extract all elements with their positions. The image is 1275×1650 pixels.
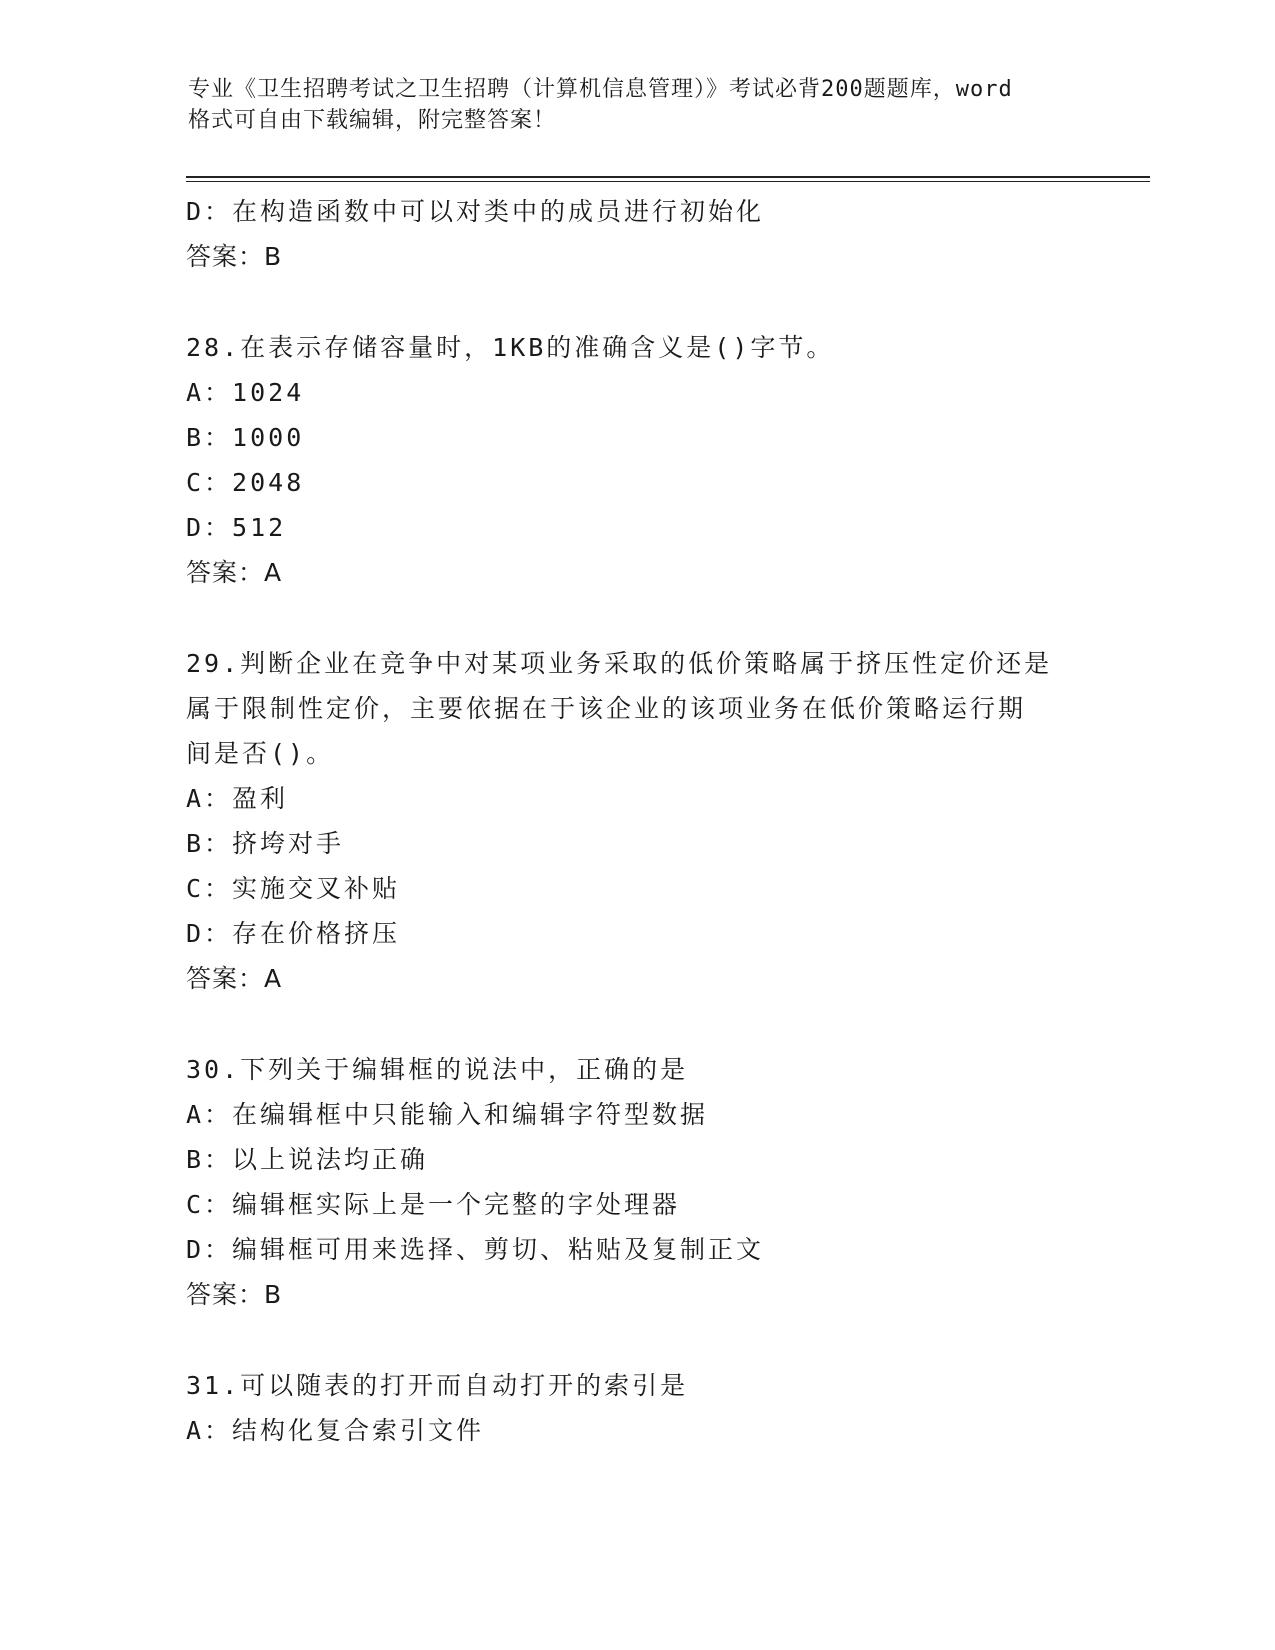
header-line-1: 专业《卫生招聘考试之卫生招聘（计算机信息管理）》考试必背200题题库，word [188,77,1013,102]
option-c: C：2048 [186,468,305,497]
question-stem: 30.下列关于编辑框的说法中，正确的是 [186,1055,689,1084]
document-header [188,74,1088,136]
question-stem-line-3: 间是否()。 [186,739,335,768]
option-d: D：在构造函数中可以对类中的成员进行初始化 [186,197,765,226]
answer-line: 答案：A [186,964,283,993]
answer-line: 答案：B [186,242,283,271]
question-stem: 31.可以随表的打开而自动打开的索引是 [186,1371,689,1400]
question-28 [186,325,1106,595]
question-30 [186,1047,1106,1317]
question-stem-line-2: 属于限制性定价，主要依据在于该企业的该项业务在低价策略运行期 [186,694,1027,723]
answer-line: 答案：A [186,558,283,587]
option-d: D：512 [186,513,287,542]
option-a: A：盈利 [186,784,289,813]
option-a: A：在编辑框中只能输入和编辑字符型数据 [186,1100,709,1129]
previous-question-tail [186,189,1106,279]
option-c: C：编辑框实际上是一个完整的字处理器 [186,1190,681,1219]
header-line-2: 格式可自由下载编辑，附完整答案！ [188,108,557,133]
question-31 [186,1363,1106,1453]
question-list [186,189,1106,1453]
option-c: C：实施交叉补贴 [186,874,401,903]
answer-line: 答案：B [186,1280,283,1309]
question-stem: 28.在表示存储容量时，1KB的准确含义是()字节。 [186,333,835,362]
question-stem-line-1: 29.判断企业在竞争中对某项业务采取的低价策略属于挤压性定价还是 [186,649,1053,678]
option-a: A：结构化复合索引文件 [186,1416,485,1445]
option-d: D：编辑框可用来选择、剪切、粘贴及复制正文 [186,1235,765,1264]
header-rule-thin [186,181,1150,182]
question-29 [186,641,1106,1001]
header-rule-thick [186,176,1150,178]
option-b: B：以上说法均正确 [186,1145,429,1174]
option-b: B：1000 [186,423,305,452]
option-b: B：挤垮对手 [186,829,345,858]
option-a: A：1024 [186,378,305,407]
option-d: D：存在价格挤压 [186,919,401,948]
